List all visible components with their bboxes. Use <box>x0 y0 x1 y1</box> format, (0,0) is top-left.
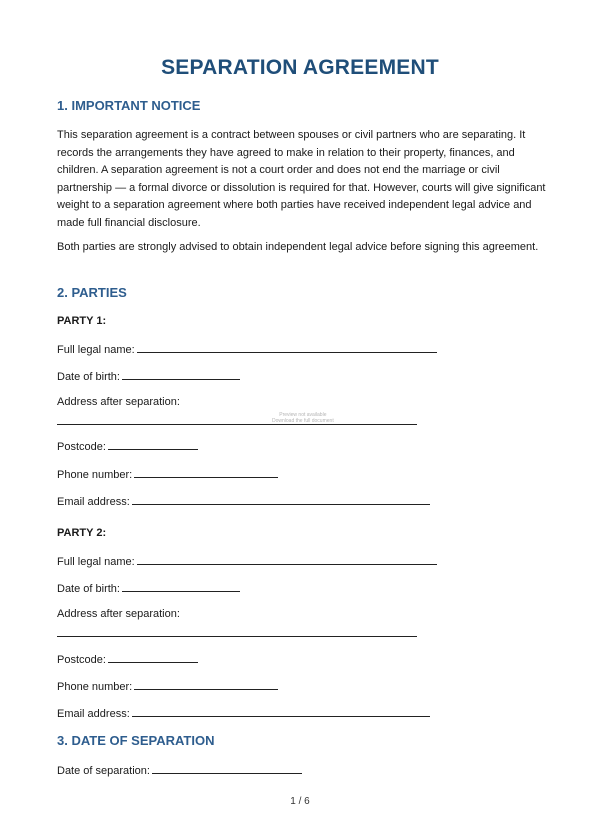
field-label: Date of separation: <box>57 765 150 777</box>
field-label: Phone number: <box>57 681 133 693</box>
field-label: Date of birth: <box>57 583 120 595</box>
party-2-dob-field[interactable] <box>57 581 240 595</box>
party-1-phone-field[interactable] <box>57 467 278 481</box>
field-label: Phone number: <box>57 469 133 481</box>
party-2-label: PARTY 2: <box>57 527 107 539</box>
party-1-dob-field[interactable] <box>57 369 240 383</box>
field-label: Postcode: <box>57 654 106 666</box>
fill-line[interactable] <box>152 763 302 774</box>
fill-line[interactable] <box>137 554 437 565</box>
separation-date-field[interactable] <box>57 763 302 777</box>
party-1-address-line[interactable] <box>57 424 417 425</box>
party-2-phone-field[interactable] <box>57 679 278 693</box>
fill-line[interactable] <box>134 679 278 690</box>
party-2-address-label: Address after separation: <box>57 608 180 620</box>
section-heading-notice: 1. IMPORTANT NOTICE <box>57 98 201 113</box>
fill-line[interactable] <box>122 369 240 380</box>
fill-line[interactable] <box>134 467 278 478</box>
party-2-postcode-field[interactable] <box>57 652 198 666</box>
field-label: Postcode: <box>57 441 106 453</box>
party-1-postcode-field[interactable] <box>57 439 198 453</box>
party-1-name-field[interactable] <box>57 342 437 356</box>
document-title: SEPARATION AGREEMENT <box>161 56 439 79</box>
party-2-address-line[interactable] <box>57 636 417 637</box>
party-2-name-field[interactable] <box>57 554 437 568</box>
field-label: Full legal name: <box>57 344 135 356</box>
section-heading-date: 3. DATE OF SEPARATION <box>57 733 215 748</box>
fill-line[interactable] <box>132 494 430 505</box>
fill-line[interactable] <box>108 439 198 450</box>
notice-paragraph-2: Both parties are strongly advised to obtain independent legal advice before signing this agreement. <box>57 241 539 253</box>
fill-line[interactable] <box>122 581 240 592</box>
party-1-address-label: Address after separation: <box>57 396 180 408</box>
preview-watermark: Preview not available Download the full document <box>272 412 334 424</box>
section-heading-parties: 2. PARTIES <box>57 285 127 300</box>
field-label: Date of birth: <box>57 371 120 383</box>
field-label: Email address: <box>57 496 130 508</box>
page-number: 1 / 6 <box>290 796 310 807</box>
party-1-label: PARTY 1: <box>57 315 107 327</box>
fill-line[interactable] <box>132 706 430 717</box>
field-label: Full legal name: <box>57 556 135 568</box>
notice-paragraph-1: This separation agreement is a contract between spouses or civil partners who are separating. It records the arrangements they have agreed to make in relation to their property, finances, and children. A separation agreement is not a court order and does not end the marriage or civil partnership — a formal divorce or dissolution is required for that. However, courts will give significant weight to a separation agreement where both parties have received independent legal advice and made full financial disclosure. <box>57 129 546 229</box>
fill-line[interactable] <box>108 652 198 663</box>
party-1-email-field[interactable] <box>57 494 430 508</box>
field-label: Email address: <box>57 708 130 720</box>
party-2-email-field[interactable] <box>57 706 430 720</box>
fill-line[interactable] <box>137 342 437 353</box>
